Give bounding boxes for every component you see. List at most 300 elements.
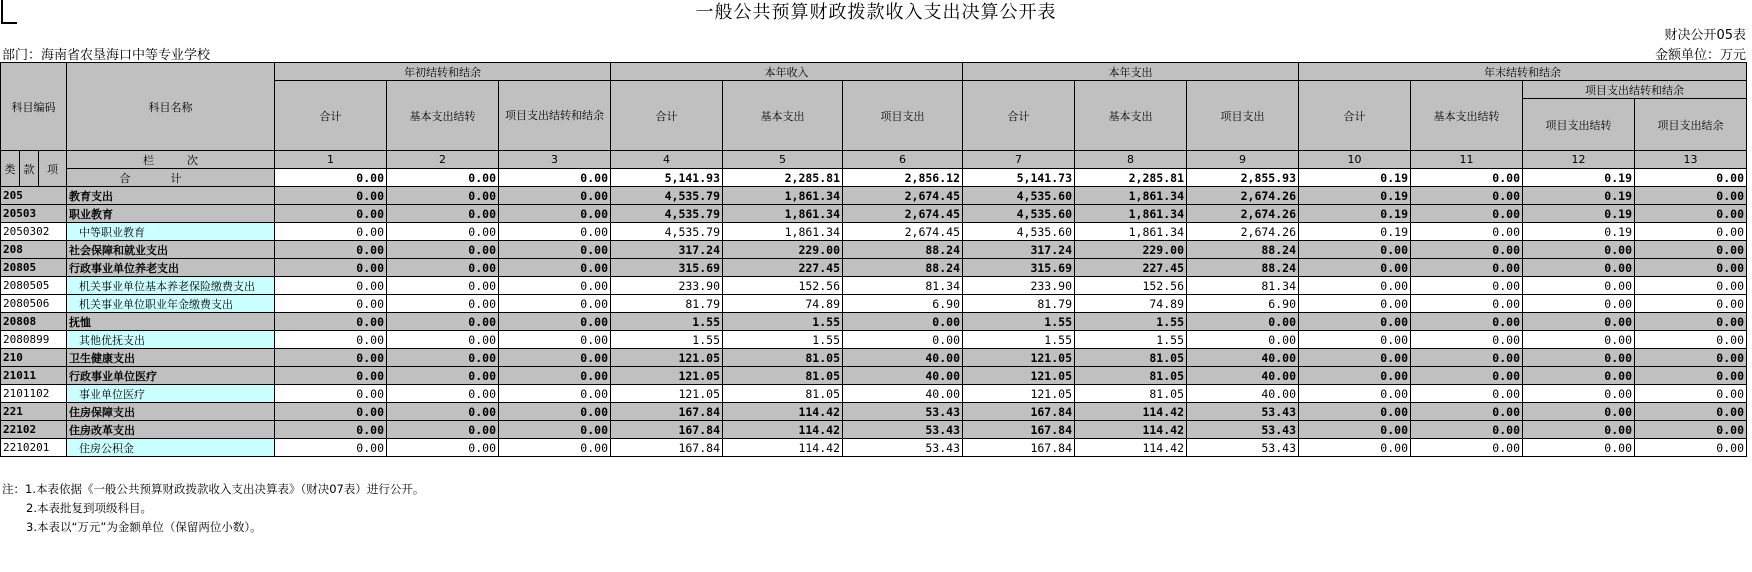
table-row	[1, 349, 1747, 367]
table-row	[1, 241, 1747, 259]
subject-name: 机关事业单位基本养老保险缴费支出	[67, 277, 275, 295]
amount-cell: 0.00	[1523, 313, 1635, 331]
amount-cell: 0.19	[1523, 223, 1635, 241]
column-number: 1	[275, 151, 387, 169]
subject-name: 抚恤	[67, 313, 275, 331]
amount-cell: 1.55	[963, 313, 1075, 331]
total-label: 合计	[67, 169, 275, 187]
column-number: 9	[1187, 151, 1299, 169]
amount-cell: 53.43	[843, 403, 963, 421]
amount-cell: 81.79	[611, 295, 723, 313]
amount-cell: 2,674.26	[1187, 223, 1299, 241]
amount-cell: 0.00	[275, 277, 387, 295]
amount-cell: 152.56	[723, 277, 843, 295]
amount-cell: 0.00	[499, 439, 611, 457]
header-xiang: 项	[39, 151, 67, 187]
amount-cell: 0.00	[1635, 385, 1747, 403]
note-line: 注：1.本表依据《一般公共预算财政拨款收入支出决算表》（财决07表）进行公开。	[2, 482, 425, 496]
amount-cell: 53.43	[843, 439, 963, 457]
amount-cell: 0.00	[1635, 439, 1747, 457]
table-row	[1, 421, 1747, 439]
amount-cell: 53.43	[843, 421, 963, 439]
amount-cell: 121.05	[963, 385, 1075, 403]
header-income-basic: 基本支出	[723, 81, 843, 151]
table-row	[1, 385, 1747, 403]
column-number: 7	[963, 151, 1075, 169]
amount-cell: 0.00	[1523, 259, 1635, 277]
amount-cell: 0.00	[499, 205, 611, 223]
amount-cell: 0.00	[275, 205, 387, 223]
amount-cell: 114.42	[723, 403, 843, 421]
header-income-total: 合计	[611, 81, 723, 151]
header-lei: 类	[1, 151, 20, 187]
total-cell: 0.00	[275, 169, 387, 187]
amount-cell: 4,535.79	[611, 205, 723, 223]
amount-cell: 0.00	[275, 331, 387, 349]
amount-cell: 0.00	[1299, 367, 1411, 385]
subject-name: 住房保障支出	[67, 403, 275, 421]
amount-cell: 0.00	[387, 205, 499, 223]
total-cell: 5,141.93	[611, 169, 723, 187]
subject-code: 221	[1, 403, 67, 421]
amount-cell: 0.00	[275, 241, 387, 259]
amount-cell: 114.42	[1075, 421, 1187, 439]
amount-cell: 0.00	[1635, 187, 1747, 205]
amount-cell: 0.00	[1411, 241, 1523, 259]
amount-cell: 0.00	[387, 439, 499, 457]
amount-cell: 88.24	[843, 241, 963, 259]
total-cell: 2,855.93	[1187, 169, 1299, 187]
amount-cell: 88.24	[1187, 259, 1299, 277]
column-number: 2	[387, 151, 499, 169]
subject-code: 2080506	[1, 295, 67, 313]
total-cell: 2,285.81	[723, 169, 843, 187]
amount-cell: 6.90	[843, 295, 963, 313]
total-cell: 2,285.81	[1075, 169, 1187, 187]
amount-cell: 0.00	[499, 331, 611, 349]
header-lanci: 栏 次	[67, 151, 275, 169]
amount-cell: 121.05	[963, 367, 1075, 385]
header-start-basic: 基本支出结转	[387, 81, 499, 151]
amount-cell: 1.55	[611, 313, 723, 331]
subject-code: 21011	[1, 367, 67, 385]
subject-name: 事业单位医疗	[67, 385, 275, 403]
table-row	[1, 223, 1747, 241]
subject-name: 职业教育	[67, 205, 275, 223]
subject-name: 住房改革支出	[67, 421, 275, 439]
note-line: 3.本表以“万元”为金额单位（保留两位小数）。	[26, 520, 262, 534]
amount-cell: 0.00	[387, 223, 499, 241]
amount-cell: 121.05	[963, 349, 1075, 367]
amount-cell: 0.00	[1635, 205, 1747, 223]
amount-cell: 1,861.34	[723, 223, 843, 241]
amount-cell: 40.00	[843, 349, 963, 367]
amount-cell: 0.00	[1411, 331, 1523, 349]
amount-cell: 152.56	[1075, 277, 1187, 295]
amount-cell: 0.00	[1187, 313, 1299, 331]
amount-cell: 81.05	[723, 349, 843, 367]
amount-cell: 2,674.26	[1187, 205, 1299, 223]
total-cell: 0.00	[1411, 169, 1523, 187]
amount-cell: 0.00	[1411, 259, 1523, 277]
total-cell: 0.19	[1299, 169, 1411, 187]
column-number: 11	[1411, 151, 1523, 169]
subject-code: 2101102	[1, 385, 67, 403]
amount-cell: 81.05	[723, 367, 843, 385]
amount-cell: 1,861.34	[1075, 223, 1187, 241]
subject-name: 卫生健康支出	[67, 349, 275, 367]
amount-cell: 40.00	[1187, 349, 1299, 367]
header-group-expense: 本年支出	[963, 63, 1299, 81]
amount-cell: 0.00	[275, 223, 387, 241]
amount-cell: 315.69	[963, 259, 1075, 277]
column-number: 8	[1075, 151, 1187, 169]
amount-cell: 0.00	[387, 385, 499, 403]
amount-cell: 74.89	[723, 295, 843, 313]
total-cell: 2,856.12	[843, 169, 963, 187]
amount-cell: 53.43	[1187, 403, 1299, 421]
amount-cell: 0.00	[1299, 349, 1411, 367]
amount-cell: 317.24	[963, 241, 1075, 259]
page-title: 一般公共预算财政拨款收入支出决算公开表	[695, 2, 1057, 23]
amount-cell: 0.00	[1635, 349, 1747, 367]
amount-cell: 0.00	[1299, 277, 1411, 295]
amount-cell: 0.00	[1411, 385, 1523, 403]
amount-cell: 88.24	[1187, 241, 1299, 259]
header-end-project-group: 项目支出结转和结余	[1523, 81, 1747, 99]
subject-name: 教育支出	[67, 187, 275, 205]
amount-cell: 0.00	[1299, 331, 1411, 349]
amount-cell: 0.00	[387, 313, 499, 331]
amount-cell: 114.42	[1075, 439, 1187, 457]
amount-cell: 0.00	[275, 349, 387, 367]
table-row	[1, 403, 1747, 421]
form-id: 财决公开05表	[1664, 28, 1746, 43]
total-row	[1, 169, 1747, 187]
amount-cell: 167.84	[963, 403, 1075, 421]
amount-cell: 4,535.79	[611, 223, 723, 241]
amount-cell: 229.00	[1075, 241, 1187, 259]
amount-cell: 0.00	[275, 313, 387, 331]
amount-cell: 0.00	[1299, 421, 1411, 439]
amount-cell: 167.84	[963, 439, 1075, 457]
amount-cell: 53.43	[1187, 421, 1299, 439]
amount-cell: 0.00	[1411, 187, 1523, 205]
amount-cell: 0.00	[499, 223, 611, 241]
table-row	[1, 313, 1747, 331]
amount-cell: 0.00	[1635, 259, 1747, 277]
subject-code: 2080505	[1, 277, 67, 295]
column-number: 12	[1523, 151, 1635, 169]
amount-cell: 0.00	[1411, 439, 1523, 457]
amount-cell: 0.00	[1299, 259, 1411, 277]
amount-cell: 2,674.45	[843, 187, 963, 205]
amount-cell: 0.00	[275, 187, 387, 205]
amount-cell: 0.00	[1523, 277, 1635, 295]
header-group-income: 本年收入	[611, 63, 963, 81]
total-cell: 0.19	[1523, 169, 1635, 187]
amount-cell: 0.00	[499, 421, 611, 439]
amount-cell: 81.05	[1075, 349, 1187, 367]
amount-cell: 74.89	[1075, 295, 1187, 313]
amount-cell: 0.00	[387, 277, 499, 295]
amount-cell: 0.00	[1299, 403, 1411, 421]
amount-cell: 121.05	[611, 385, 723, 403]
amount-cell: 0.00	[1411, 349, 1523, 367]
amount-cell: 0.00	[1523, 331, 1635, 349]
amount-cell: 40.00	[1187, 385, 1299, 403]
amount-cell: 0.00	[1411, 277, 1523, 295]
department-label: 部门：海南省农垦海口中等专业学校	[2, 48, 211, 63]
subject-code: 20503	[1, 205, 67, 223]
header-subject-name: 科目名称	[67, 63, 275, 151]
amount-cell: 0.00	[1523, 439, 1635, 457]
amount-cell: 233.90	[611, 277, 723, 295]
header-group-end: 年末结转和结余	[1299, 63, 1747, 81]
subject-code: 22102	[1, 421, 67, 439]
amount-cell: 0.19	[1523, 205, 1635, 223]
amount-cell: 81.34	[1187, 277, 1299, 295]
amount-cell: 0.00	[499, 385, 611, 403]
column-number: 13	[1635, 151, 1747, 169]
amount-cell: 81.05	[723, 385, 843, 403]
amount-cell: 0.00	[1523, 367, 1635, 385]
amount-cell: 233.90	[963, 277, 1075, 295]
subject-name: 住房公积金	[67, 439, 275, 457]
total-cell: 0.00	[1635, 169, 1747, 187]
amount-cell: 1,861.34	[723, 187, 843, 205]
amount-cell: 121.05	[611, 367, 723, 385]
table-row	[1, 367, 1747, 385]
amount-cell: 0.00	[1635, 277, 1747, 295]
amount-cell: 0.00	[387, 241, 499, 259]
amount-cell: 0.00	[387, 295, 499, 313]
amount-cell: 0.00	[499, 187, 611, 205]
header-kuan: 款	[20, 151, 39, 187]
amount-cell: 0.00	[387, 349, 499, 367]
table-row	[1, 295, 1747, 313]
table-row	[1, 187, 1747, 205]
amount-cell: 1.55	[723, 331, 843, 349]
budget-table	[0, 62, 1747, 457]
amount-cell: 0.00	[1523, 385, 1635, 403]
table-body	[1, 187, 1747, 457]
subject-code: 2050302	[1, 223, 67, 241]
amount-cell: 1,861.34	[1075, 205, 1187, 223]
amount-cell: 0.00	[1635, 403, 1747, 421]
subject-code: 2080899	[1, 331, 67, 349]
amount-cell: 0.00	[1411, 313, 1523, 331]
table-row	[1, 277, 1747, 295]
table-row	[1, 439, 1747, 457]
amount-cell: 2,674.26	[1187, 187, 1299, 205]
amount-cell: 1.55	[1075, 331, 1187, 349]
amount-cell: 81.79	[963, 295, 1075, 313]
header-start-project: 项目支出结转和结余	[499, 81, 611, 151]
amount-cell: 167.84	[611, 403, 723, 421]
subject-code: 2210201	[1, 439, 67, 457]
amount-cell: 0.00	[1635, 295, 1747, 313]
amount-cell: 229.00	[723, 241, 843, 259]
amount-cell: 0.00	[1411, 367, 1523, 385]
total-cell: 0.00	[499, 169, 611, 187]
amount-cell: 1,861.34	[723, 205, 843, 223]
amount-cell: 0.00	[843, 331, 963, 349]
subject-code: 210	[1, 349, 67, 367]
amount-cell: 167.84	[611, 421, 723, 439]
amount-cell: 227.45	[1075, 259, 1187, 277]
subject-code: 20805	[1, 259, 67, 277]
amount-cell: 0.19	[1299, 223, 1411, 241]
amount-cell: 0.00	[1523, 349, 1635, 367]
amount-cell: 53.43	[1187, 439, 1299, 457]
amount-cell: 0.00	[387, 367, 499, 385]
notes	[2, 480, 424, 537]
subject-code: 208	[1, 241, 67, 259]
table-row	[1, 259, 1747, 277]
amount-cell: 4,535.60	[963, 205, 1075, 223]
header-end-basic: 基本支出结转	[1411, 81, 1523, 151]
table-row	[1, 205, 1747, 223]
header-group-start: 年初结转和结余	[275, 63, 611, 81]
header-expense-total: 合计	[963, 81, 1075, 151]
amount-cell: 40.00	[1187, 367, 1299, 385]
amount-cell: 0.00	[275, 367, 387, 385]
amount-cell: 0.00	[387, 331, 499, 349]
note-line: 2.本表批复到项级科目。	[26, 501, 152, 515]
amount-cell: 0.00	[1411, 205, 1523, 223]
column-number: 6	[843, 151, 963, 169]
header-end-project-balance: 项目支出结余	[1635, 99, 1747, 151]
amount-cell: 1.55	[611, 331, 723, 349]
amount-cell: 0.00	[1299, 295, 1411, 313]
amount-cell: 0.00	[387, 187, 499, 205]
amount-cell: 227.45	[723, 259, 843, 277]
header-start-total: 合计	[275, 81, 387, 151]
header-end-total: 合计	[1299, 81, 1411, 151]
amount-cell: 167.84	[963, 421, 1075, 439]
amount-cell: 1.55	[1075, 313, 1187, 331]
amount-cell: 0.00	[1635, 241, 1747, 259]
amount-cell: 81.34	[843, 277, 963, 295]
amount-cell: 0.00	[275, 259, 387, 277]
amount-cell: 0.00	[387, 259, 499, 277]
amount-cell: 0.00	[499, 277, 611, 295]
header-end-project-carry: 项目支出结转	[1523, 99, 1635, 151]
table-row	[1, 331, 1747, 349]
amount-cell: 4,535.60	[963, 223, 1075, 241]
amount-cell: 0.00	[387, 403, 499, 421]
subject-name: 其他优抚支出	[67, 331, 275, 349]
amount-cell: 0.00	[1187, 331, 1299, 349]
header-expense-project: 项目支出	[1187, 81, 1299, 151]
subject-name: 行政事业单位养老支出	[67, 259, 275, 277]
amount-cell: 0.00	[1635, 223, 1747, 241]
amount-cell: 0.00	[499, 259, 611, 277]
amount-cell: 2,674.45	[843, 223, 963, 241]
amount-cell: 0.00	[843, 313, 963, 331]
amount-cell: 317.24	[611, 241, 723, 259]
amount-cell: 0.00	[275, 403, 387, 421]
amount-cell: 1.55	[963, 331, 1075, 349]
unit-label: 金额单位：万元	[1654, 48, 1746, 63]
amount-cell: 1,861.34	[1075, 187, 1187, 205]
amount-cell: 315.69	[611, 259, 723, 277]
subject-name: 机关事业单位职业年金缴费支出	[67, 295, 275, 313]
amount-cell: 0.00	[1411, 403, 1523, 421]
subject-code: 20808	[1, 313, 67, 331]
amount-cell: 0.00	[275, 295, 387, 313]
header-subject-code: 科目编码	[1, 63, 67, 151]
amount-cell: 0.00	[1635, 421, 1747, 439]
amount-cell: 0.19	[1299, 187, 1411, 205]
amount-cell: 0.00	[1523, 241, 1635, 259]
subject-name: 行政事业单位医疗	[67, 367, 275, 385]
subject-name: 中等职业教育	[67, 223, 275, 241]
amount-cell: 114.42	[1075, 403, 1187, 421]
column-number: 5	[723, 151, 843, 169]
amount-cell: 0.00	[387, 421, 499, 439]
amount-cell: 88.24	[843, 259, 963, 277]
amount-cell: 114.42	[723, 421, 843, 439]
column-number: 4	[611, 151, 723, 169]
subject-code: 205	[1, 187, 67, 205]
total-cell: 5,141.73	[963, 169, 1075, 187]
amount-cell: 0.00	[1635, 331, 1747, 349]
amount-cell: 167.84	[611, 439, 723, 457]
amount-cell: 0.00	[1299, 241, 1411, 259]
amount-cell: 114.42	[723, 439, 843, 457]
amount-cell: 2,674.45	[843, 205, 963, 223]
amount-cell: 0.00	[1523, 295, 1635, 313]
amount-cell: 0.00	[1523, 421, 1635, 439]
amount-cell: 0.00	[499, 295, 611, 313]
header-income-project: 项目支出	[843, 81, 963, 151]
amount-cell: 0.00	[1635, 367, 1747, 385]
amount-cell: 0.00	[1299, 439, 1411, 457]
amount-cell: 0.00	[1299, 313, 1411, 331]
amount-cell: 0.00	[1411, 223, 1523, 241]
amount-cell: 40.00	[843, 367, 963, 385]
amount-cell: 0.00	[499, 313, 611, 331]
amount-cell: 4,535.60	[963, 187, 1075, 205]
amount-cell: 0.19	[1523, 187, 1635, 205]
amount-cell: 6.90	[1187, 295, 1299, 313]
amount-cell: 0.00	[499, 241, 611, 259]
amount-cell: 1.55	[723, 313, 843, 331]
amount-cell: 0.00	[499, 403, 611, 421]
amount-cell: 0.00	[499, 367, 611, 385]
amount-cell: 0.19	[1299, 205, 1411, 223]
amount-cell: 81.05	[1075, 367, 1187, 385]
amount-cell: 0.00	[1411, 295, 1523, 313]
subject-name: 社会保障和就业支出	[67, 241, 275, 259]
header-expense-basic: 基本支出	[1075, 81, 1187, 151]
amount-cell: 40.00	[843, 385, 963, 403]
amount-cell: 0.00	[1635, 313, 1747, 331]
amount-cell: 0.00	[1411, 421, 1523, 439]
amount-cell: 0.00	[1299, 385, 1411, 403]
amount-cell: 0.00	[275, 421, 387, 439]
total-cell: 0.00	[387, 169, 499, 187]
amount-cell: 0.00	[275, 439, 387, 457]
amount-cell: 4,535.79	[611, 187, 723, 205]
column-number: 3	[499, 151, 611, 169]
amount-cell: 81.05	[1075, 385, 1187, 403]
amount-cell: 0.00	[1523, 403, 1635, 421]
amount-cell: 0.00	[499, 349, 611, 367]
column-number: 10	[1299, 151, 1411, 169]
